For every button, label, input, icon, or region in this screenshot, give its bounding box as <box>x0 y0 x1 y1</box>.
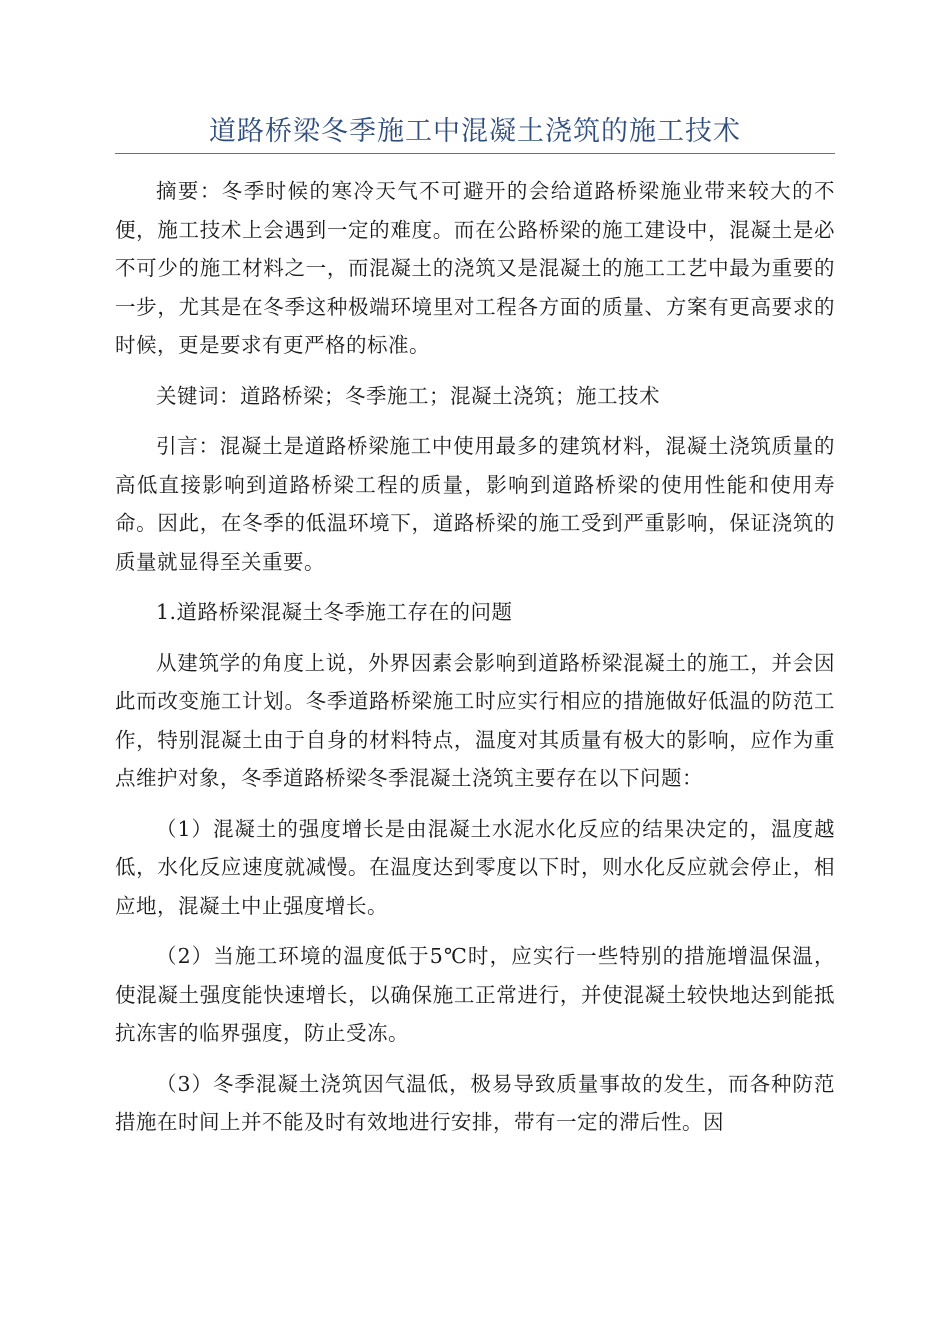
body-paragraph: 从建筑学的角度上说，外界因素会影响到道路桥梁混凝土的施工，并会因此而改变施工计划。冬季道路桥梁施工时应实行相应的措施做好低温的防范工作，特别混凝土由于自身的材料特点，温度对其质量有极大的影响，应作为重点维护对象，冬季道路桥梁冬季混凝土浇筑主要存在以下问题： <box>115 650 835 790</box>
list-item-2: （2）当施工环境的温度低于5℃时，应实行一些特别的措施增温保温，使混凝土强度能快速增长，以确保施工正常进行，并使混凝土较快地达到能抵抗冻害的临界强度，防止受冻。 <box>115 944 835 1045</box>
list-item-3: （3）冬季混凝土浇筑因气温低，极易导致质量事故的发生，而各种防范措施在时间上并不能及时有效地进行安排，带有一定的滞后性。因 <box>115 1071 835 1134</box>
document-title: 道路桥梁冬季施工中混凝土浇筑的施工技术 <box>209 116 741 147</box>
introduction-paragraph: 引言：混凝土是道路桥梁施工中使用最多的建筑材料，混凝土浇筑质量的高低直接影响到道路桥梁工程的质量，影响到道路桥梁的使用性能和使用寿命。因此，在冬季的低温环境下，道路桥梁的施工受到严重影响，保证浇筑的质量就显得至关重要。 <box>115 434 835 574</box>
section-heading: 1.道路桥梁混凝土冬季施工存在的问题 <box>156 600 513 624</box>
abstract-paragraph: 摘要：冬季时候的寒冷天气不可避开的会给道路桥梁施业带来较大的不便，施工技术上会遇到一定的难度。而在公路桥梁的施工建设中，混凝土是必不可少的施工材料之一，而混凝土的浇筑又是混凝土的施工工艺中最为重要的一步，尤其是在冬季这种极端环境里对工程各方面的质量、方案有更高要求的时候，更是要求有更严格的标准。 <box>115 179 835 357</box>
title-underline <box>115 153 835 154</box>
document-body <box>115 172 835 1154</box>
list-item-1: （1）混凝土的强度增长是由混凝土水泥水化反应的结果决定的，温度越低，水化反应速度就减慢。在温度达到零度以下时，则水化反应就会停止，相应地，混凝土中止强度增长。 <box>115 816 835 918</box>
keywords-paragraph: 关键词：道路桥梁；冬季施工；混凝土浇筑；施工技术 <box>156 383 660 408</box>
